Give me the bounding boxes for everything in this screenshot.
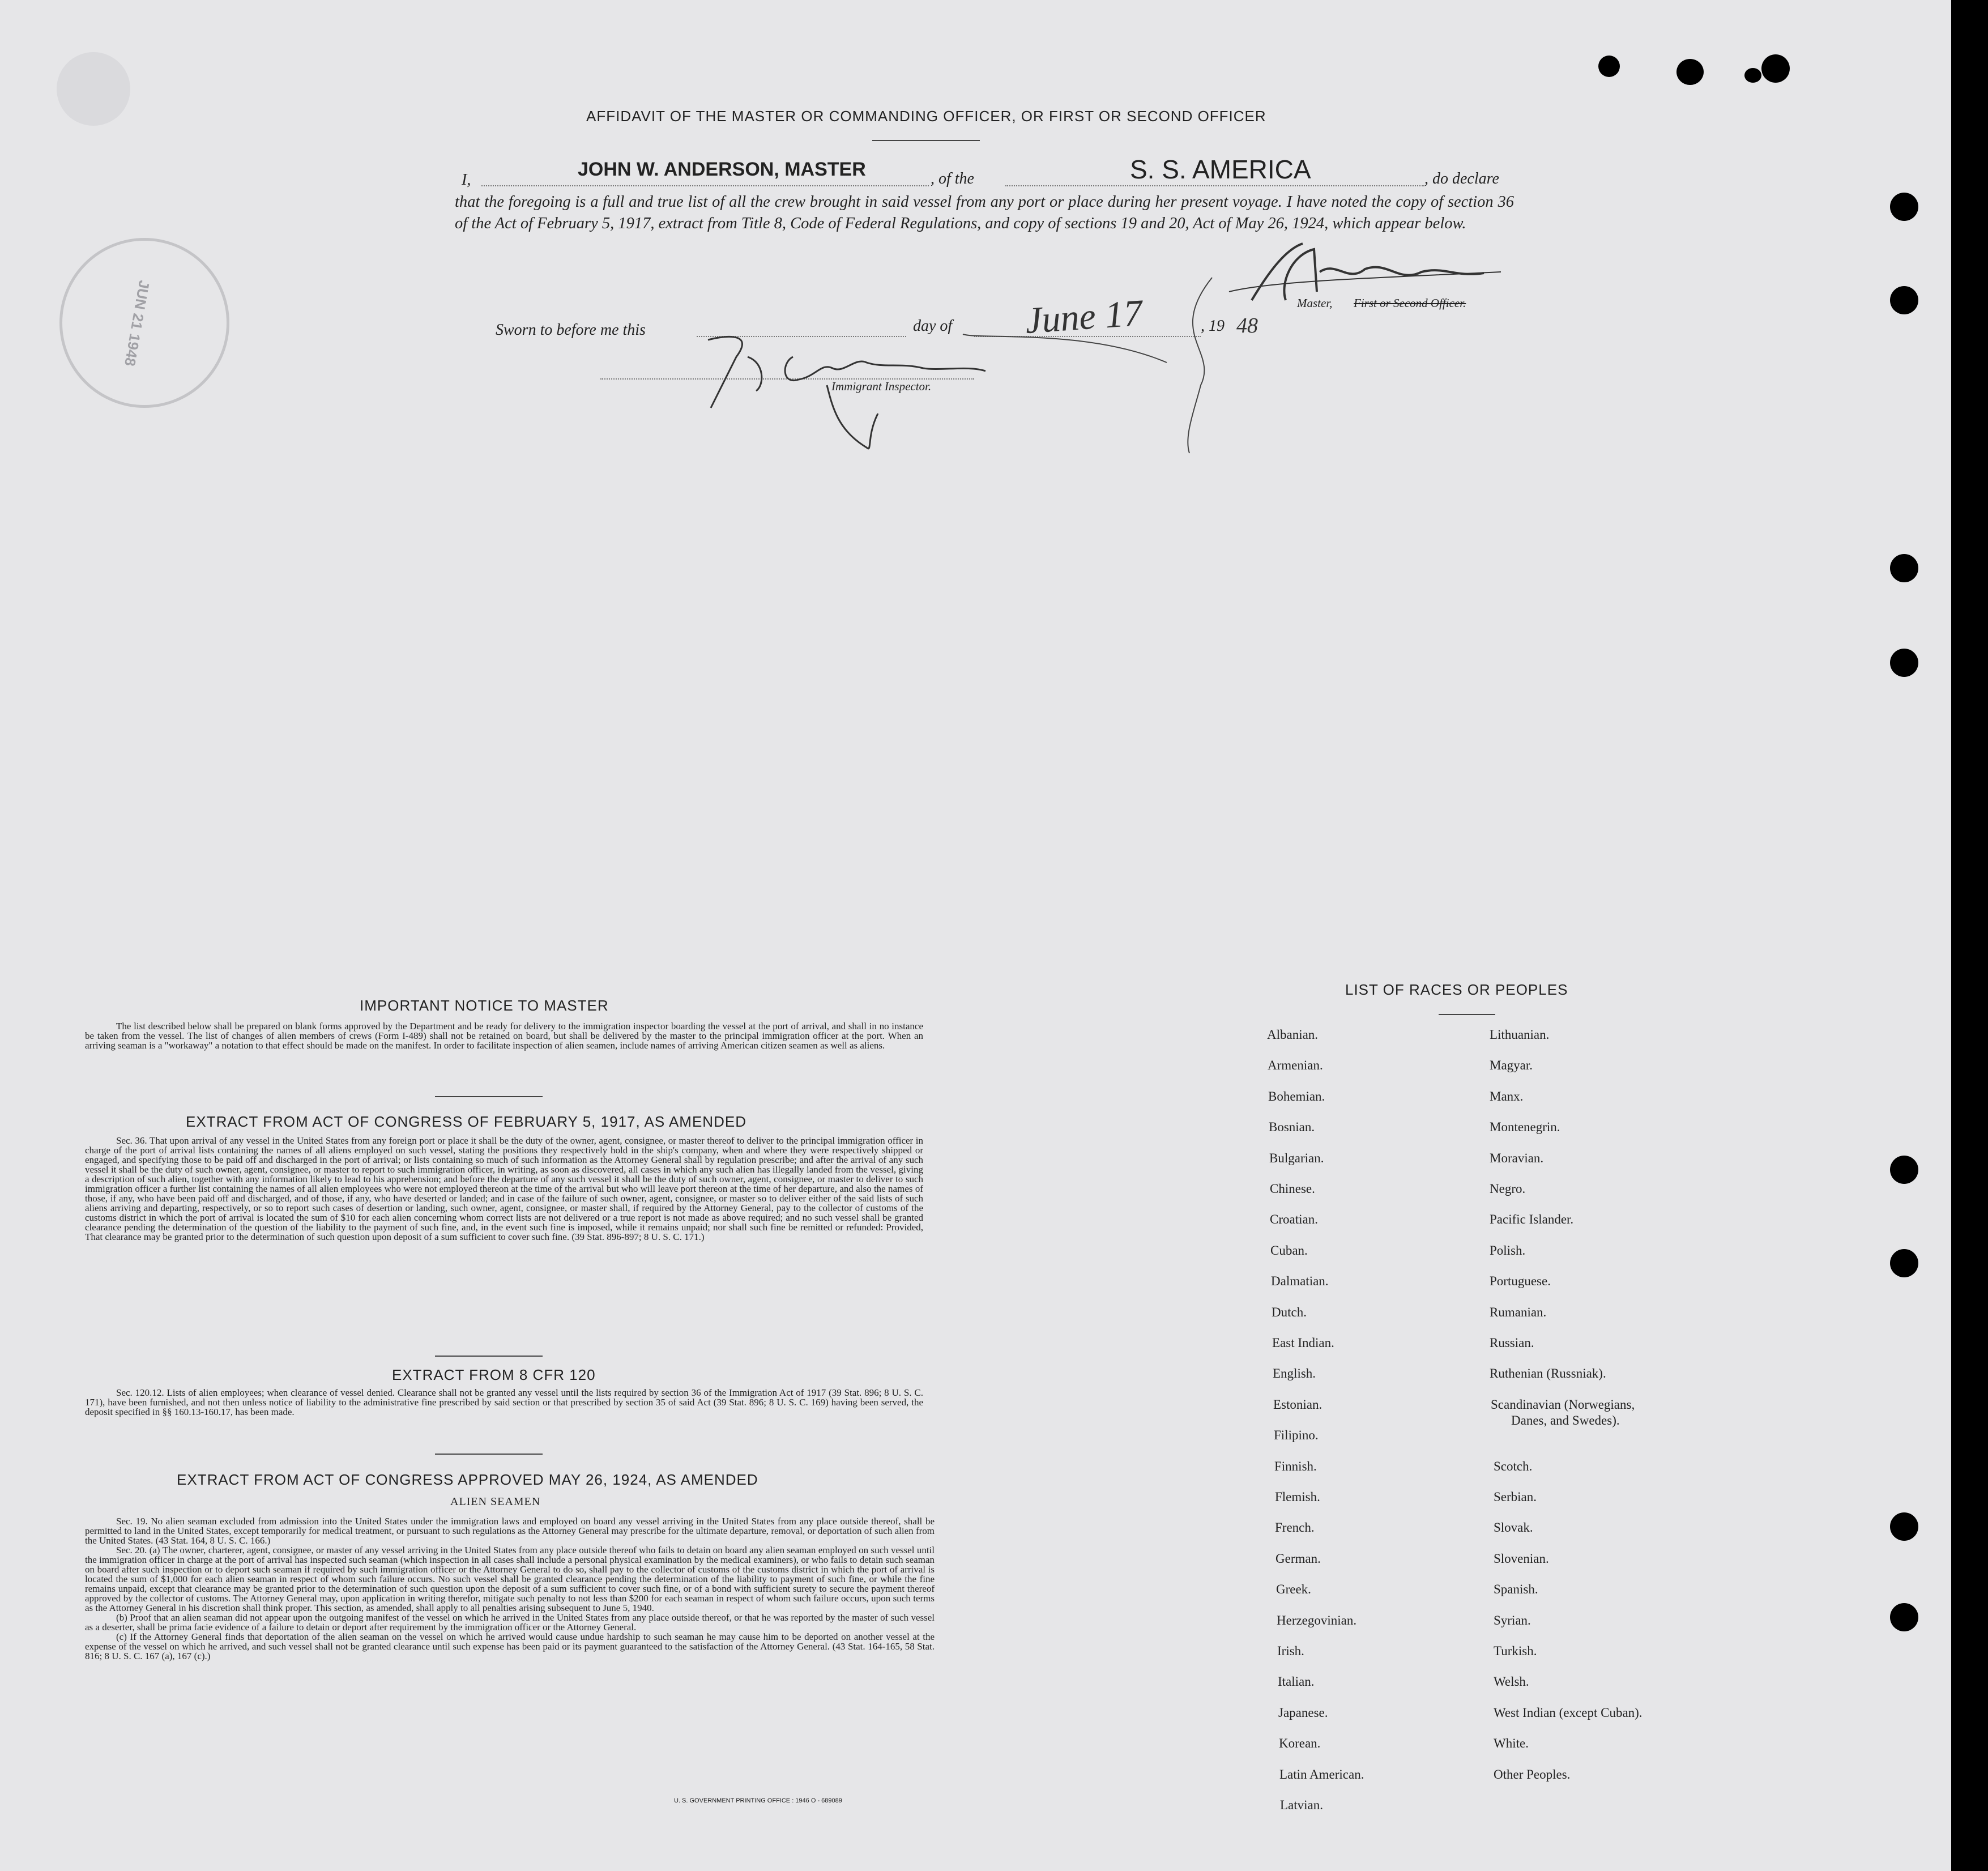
race-item: Italian. [1278, 1674, 1315, 1689]
punch-hole [1890, 649, 1918, 677]
race-item: Irish. [1277, 1644, 1304, 1658]
vessel-name: S. S. AMERICA [1130, 155, 1311, 184]
extract-1917-body: Sec. 36. That upon arrival of any vessel in the United States from any foreign port or place it shall be the duty of the owner, agent, consignee, or master thereof to deliver to the principal immigration officer in charge of the port of arrival lists containing the names of all aliens employed on such vessel, stating the positions they respectively hold in the ship's company, when and where they were respectively shipped or engaged, and specifying those to be paid off and discharged in the port of arrival; or lists containing so much of such information as the Attorney General shall by regulation prescribe; and after the arrival of any such vessel it shall be the duty of such owner, agent, consignee, or master to report to such immigration officer, in writing, as soon as discovered, all cases in which any such alien has illegally landed from the vessel, giving a description of such alien, together with any information likely to lead to his apprehension; and before the departure of any such vessel it shall be the duty of such owner, agent, consignee, or master to deliver to such immigration officer a further list containing the names of all alien employees who were not employed thereon at the time of the arrival but who will leave port thereon at the time of her departure, and also the names of those, if any, who have been paid off and discharged, and of those, if any, who have deserted or landed; and in case of the failure of such owner, agent, consignee, or master so to deliver either of the said lists of such aliens arriving and departing, respectively, or so to report such cases of desertion or landing, such owner, agent, consignee, or master shall, if required by the Attorney General, pay to the collector of customs of the customs district in which the port of arrival is located the sum of $10 for each alien concerning whom correct lists are not delivered or a true report is not made as above required; and no such vessel shall be granted clearance pending the determination of the question of the liability to the payment of such fine, and, in the event such fine is imposed, while it remains unpaid; nor shall such fine be remitted or refunded: Provided, That clearance may be granted prior to the determination of such question upon deposit of a sum sufficient to cover such fine. (39 Stat. 896-897; 8 U. S. C. 171.) [85, 1135, 923, 1242]
race-item: English. [1273, 1366, 1316, 1380]
stamp-date: JUN 21 1948 [121, 279, 153, 368]
race-item: East Indian. [1272, 1336, 1334, 1350]
affidavit-heading: AFFIDAVIT OF THE MASTER OR COMMANDING OFFICER, OR FIRST OR SECOND OFFICER [586, 108, 1266, 125]
year-handwritten: 48 [1236, 314, 1258, 338]
extract-1917-title: EXTRACT FROM ACT OF CONGRESS OF FEBRUARY 5, 1917, AS AMENDED [186, 1113, 746, 1130]
race-item: Croatian. [1270, 1212, 1318, 1226]
race-item: Bosnian. [1269, 1120, 1315, 1134]
sworn-label: Sworn to before me this [496, 321, 646, 339]
race-item: French. [1275, 1520, 1315, 1535]
race-item: White. [1494, 1736, 1529, 1750]
section-divider [435, 1096, 543, 1097]
punch-hole [1890, 1156, 1918, 1184]
race-item: Portuguese. [1490, 1274, 1551, 1288]
race-item: Other Peoples. [1494, 1767, 1571, 1782]
punch-hole [1744, 68, 1761, 83]
punch-hole [1890, 286, 1918, 314]
section-divider [435, 1356, 543, 1357]
race-item: Rumanian. [1490, 1305, 1547, 1319]
race-item: Manx. [1490, 1089, 1524, 1103]
race-item: Bulgarian. [1269, 1151, 1324, 1165]
race-item: Turkish. [1494, 1644, 1537, 1658]
race-item: Danes, and Swedes). [1511, 1413, 1620, 1427]
race-item: Montenegrin. [1490, 1120, 1560, 1134]
heading-divider [872, 140, 980, 141]
race-item: Bohemian. [1268, 1089, 1325, 1103]
race-item: Magyar. [1490, 1058, 1533, 1072]
extract-1924-subtitle: ALIEN SEAMEN [450, 1495, 541, 1508]
race-item: Herzegovinian. [1277, 1613, 1357, 1627]
sworn-date-handwritten: June 17 [1023, 292, 1144, 342]
day-of-label: day of [913, 317, 953, 335]
race-item: West Indian (except Cuban). [1494, 1706, 1643, 1720]
section-divider [435, 1454, 543, 1455]
punch-hole [1761, 54, 1790, 83]
race-item: Slovenian. [1494, 1552, 1549, 1566]
race-item: Dalmatian. [1271, 1274, 1329, 1288]
corner-smudge [57, 52, 130, 126]
notice-title: IMPORTANT NOTICE TO MASTER [360, 997, 609, 1014]
race-item: Negro. [1490, 1182, 1526, 1196]
vessel-line [1005, 185, 1424, 186]
printer-imprint: U. S. GOVERNMENT PRINTING OFFICE : 1946 O - 689089 [674, 1797, 842, 1804]
receipt-stamp [59, 238, 229, 408]
do-declare-label: , do declare [1424, 170, 1499, 187]
race-item: Lithuanian. [1490, 1028, 1550, 1042]
race-item: Russian. [1490, 1336, 1534, 1350]
race-item: German. [1275, 1552, 1321, 1566]
race-item: Flemish. [1275, 1490, 1320, 1504]
race-item: Scotch. [1494, 1459, 1533, 1473]
race-item: Cuban. [1270, 1243, 1308, 1258]
declarant-line [481, 185, 929, 186]
race-item: Moravian. [1490, 1151, 1544, 1165]
race-item: Estonian. [1273, 1397, 1323, 1412]
struck-officer-caption: First or Second Officer. [1354, 296, 1466, 310]
extract-1924-title: EXTRACT FROM ACT OF CONGRESS APPROVED MAY 26, 1924, AS AMENDED [177, 1471, 758, 1488]
race-item: Ruthenian (Russniak). [1490, 1366, 1606, 1380]
race-item: Albanian. [1267, 1028, 1319, 1042]
extract-1924-block [85, 1516, 935, 1661]
extract-1924-sec20a: Sec. 20. (a) The owner, charterer, agent, consignee, or master of any vessel arriving in the United States from any place outside thereof who fails to detain on board any alien seaman employed on such vessel until the immigration officer in charge at the port of arrival has inspected such seaman (which inspection in all cases shall include a personal physical examination by the medical examiners), or who fails to detain such seaman on board after such inspection or to deport such seaman if required by such immigration officer or the Attorney General to do so, shall pay to the collector of customs of the customs district in which the port of arrival is located the sum of $1,000 for each alien seaman in respect of whom such failure occurs. No such vessel shall be granted clearance pending the determination of the liability to payment of such fine, or while the fine remains unpaid, except that clearance may be granted prior to the determination of such question upon the deposit of a sum sufficient to cover such fine, or of a bond with sufficient surety to secure the payment thereof approved by the collector of customs. The Attorney General may, upon application in writing therefor, mitigate such penalty to not less than $200 for each seaman in respect of whom such failure occurs, upon such terms as the Attorney General in his discretion shall think proper. This section, as amended, shall apply to all penalties arising subsequent to June 5, 1940. [85, 1545, 935, 1613]
race-item: Latvian. [1280, 1798, 1323, 1812]
extract-1917-block [85, 1136, 923, 1242]
races-title: LIST OF RACES OR PEOPLES [1345, 981, 1568, 998]
punch-hole [1598, 56, 1620, 77]
notice-body-block [85, 1021, 923, 1050]
inspector-caption: Immigrant Inspector. [831, 380, 932, 393]
race-item: Slovak. [1494, 1520, 1533, 1535]
notice-body: The list described below shall be prepared on blank forms approved by the Department and be ready for delivery to the immigration inspector boarding the vessel at the port of arrival, and shall in no instance be taken from the vessel. The list of changes of alien members of crews (Form I-489) shall not be retained on board, but shall be delivered by the master to the principal immigration officer at the port. When an arriving seaman is a "workaway" a notation to that effect should be made on the manifest. In order to facilitate inspection of alien seamen, include names of arriving American citizen seamen as well as aliens. [85, 1021, 923, 1051]
of-the-label: , of the [931, 170, 974, 187]
race-item: Dutch. [1272, 1305, 1307, 1319]
extract-1924-sec19: Sec. 19. No alien seaman excluded from admission into the United States under the immigration laws and employed on board any vessel arriving in the United States from any place outside thereof, shall be permitted to land in the United States, except temporarily for medical treatment, or pursuant to such regulations as the Attorney General may prescribe for the ultimate departure, removal, or deportation of such alien from the United States. (43 Stat. 164, 8 U. S. C. 166.) [85, 1516, 935, 1546]
extract-cfr-title: EXTRACT FROM 8 CFR 120 [392, 1366, 596, 1383]
races-divider [1439, 1014, 1495, 1015]
race-item: Armenian. [1268, 1058, 1323, 1072]
extract-1924-sec20c: (c) If the Attorney General finds that deportation of the alien seaman on the vessel on which he arrived would cause undue hardship to such seaman he may cause him to be deported on another vessel at the expense of the vessel on which he arrived, and such vessel shall not be granted clearance until such expense has been paid or its payment guaranteed to the satisfaction of the Attorney General. (43 Stat. 164-165, 58 Stat. 816; 8 U. S. C. 167 (a), 167 (c).) [85, 1631, 935, 1661]
race-item: Welsh. [1494, 1674, 1529, 1689]
punch-hole [1890, 1249, 1918, 1277]
race-item: Spanish. [1494, 1582, 1538, 1596]
race-item: Pacific Islander. [1490, 1212, 1574, 1226]
year-printed: , 19 [1201, 317, 1225, 335]
punch-hole [1890, 554, 1918, 582]
race-item: Syrian. [1494, 1613, 1531, 1627]
extract-cfr-body: Sec. 120.12. Lists of alien employees; when clearance of vessel denied. Clearance shall not be granted any vessel until the lists required by section 36 of the Immigration Act of 1917 (39 Stat. 896; 8 U. S. C. 171), have been furnished, and not then unless notice of liability to the administrative fine prescribed by said section or that prescribed by section 35 of said Act (39 Stat. 896; 8 U. S. C. 169) having been served, the deposit specified in §§ 160.13-160.17, has been made. [85, 1387, 923, 1417]
punch-hole [1676, 59, 1704, 85]
punch-hole [1890, 1512, 1918, 1541]
race-item: Korean. [1279, 1736, 1321, 1750]
punch-hole [1890, 193, 1918, 221]
race-item: Greek. [1276, 1582, 1311, 1596]
affidavit-body: that the foregoing is a full and true list of all the crew brought in said vessel from any port or place during her present voyage. I have noted the copy of section 36 of the Act of February 5, 1917, extract from Title 8, Code of Federal Regulations, and copy of sections 19 and 20, Act of May 26, 1924, which appear below. [455, 193, 1514, 232]
race-item: Latin American. [1279, 1767, 1364, 1782]
race-item: Japanese. [1278, 1706, 1328, 1720]
master-caption: Master, [1297, 296, 1333, 310]
affidavit-i: I, [462, 171, 471, 189]
race-item: Finnish. [1274, 1459, 1317, 1473]
race-item: Chinese. [1270, 1182, 1315, 1196]
extract-1924-sec20b: (b) Proof that an alien seaman did not appear upon the outgoing manifest of the vessel on which he arrived in the United States from any place outside thereof, or that he was reported by the master of such vessel as a deserter, shall be prima facie evidence of a failure to detain or deport after requirement by the immigration officer or the Attorney General. [85, 1612, 935, 1633]
punch-hole [1890, 1603, 1918, 1631]
race-item: Serbian. [1494, 1490, 1537, 1504]
race-item: Filipino. [1274, 1428, 1319, 1442]
race-item: Scandinavian (Norwegians, [1491, 1397, 1635, 1412]
extract-cfr-block [85, 1388, 923, 1417]
declarant-name: JOHN W. ANDERSON, MASTER [578, 159, 866, 180]
race-item: Polish. [1490, 1243, 1526, 1258]
